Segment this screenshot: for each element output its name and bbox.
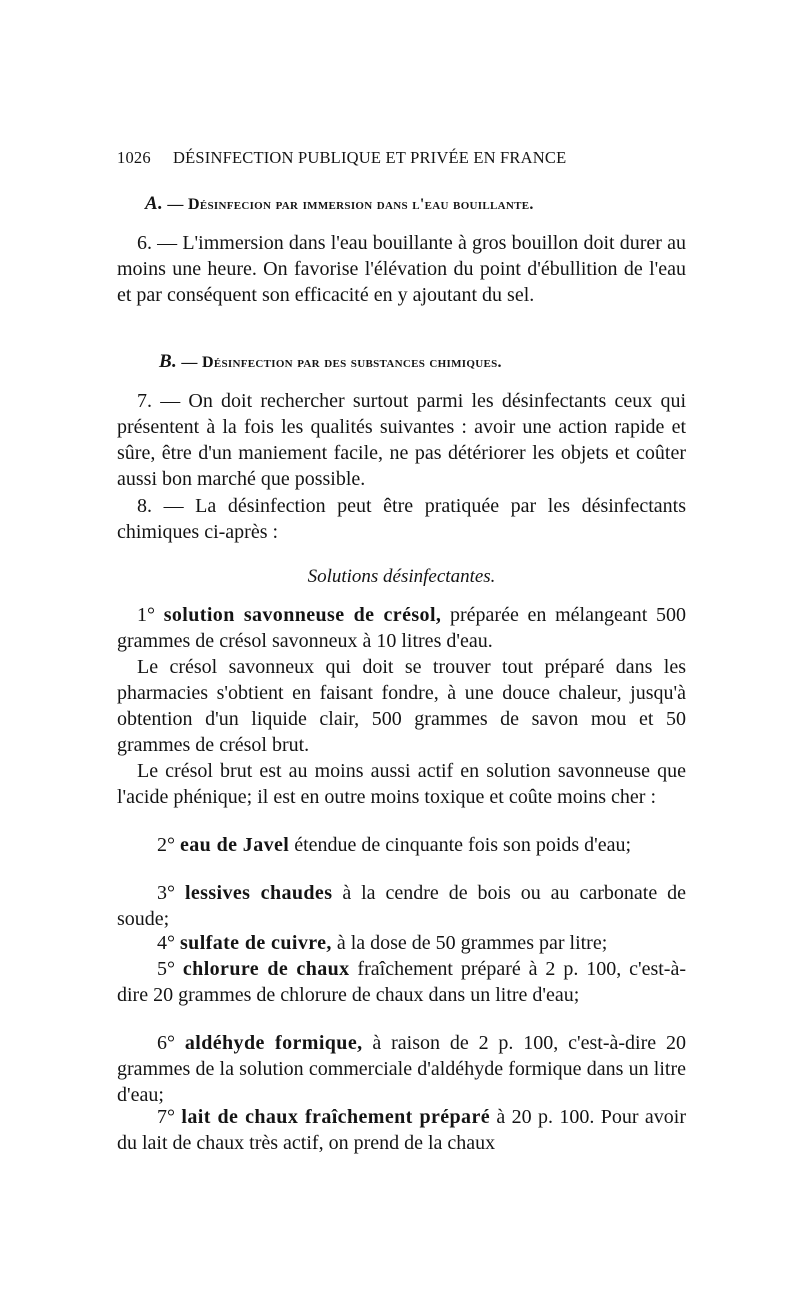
solutions-subheading: Solutions désinfectantes.: [307, 566, 496, 587]
item-1-term: solution savonneuse de crésol,: [163, 604, 442, 626]
list-item-6: [117, 1030, 686, 1108]
item-1-number: 1°: [137, 604, 155, 626]
item-6-term: aldéhyde formique,: [184, 1032, 363, 1054]
item-3-text: à la cendre de bois ou au carbonate de soude;: [117, 882, 687, 930]
item-6-text: à raison de 2 p. 100, c'est-à-dire 20 grammes de la solution commerciale d'aldéhyde formique dans un litre d'eau;: [117, 1032, 687, 1106]
cresol-note-paragraph: Le crésol brut est au moins aussi actif en solution savonneuse que l'acide phénique; il est en outre moins toxique et coûte moins cher :: [117, 760, 686, 808]
running-header: [117, 148, 686, 168]
section-b-dash: —: [181, 354, 198, 371]
item-3-number: 3°: [157, 882, 175, 904]
list-item-1: [117, 602, 686, 654]
section-a-dash: —: [167, 196, 184, 213]
paragraph-6: 6. — L'immersion dans l'eau bouillante à gros bouillon doit durer au moins une heure. On favorise l'élévation du point d'ébullition de l'eau et par conséquent son efficacité en y ajoutant du sel.: [117, 232, 686, 306]
list-item-7: [117, 1104, 686, 1156]
list-item-3: [117, 880, 686, 932]
page-number: 1026: [117, 148, 151, 167]
running-title: DÉSINFECTION PUBLIQUE ET PRIVÉE EN FRANCE: [173, 148, 567, 167]
item-4-number: 4°: [157, 932, 175, 954]
item-3-term: lessives chaudes: [184, 882, 333, 904]
section-a-letter: A.: [145, 193, 164, 214]
list-item-5: [117, 956, 686, 1008]
item-4-text: à la dose de 50 grammes par litre;: [331, 932, 608, 954]
list-item-2: [117, 832, 686, 858]
list-item-4: [117, 930, 686, 956]
section-b-letter: B.: [159, 351, 178, 372]
item-1-text: préparée en mélangeant 500 grammes de crésol savonneux à 10 litres d'eau.: [117, 604, 686, 652]
item-2-text: étendue de cinquante fois son poids d'eau;: [289, 834, 632, 856]
section-a-title: Désinfecion par immersion dans l'eau bouillante.: [187, 196, 534, 213]
item-5-number: 5°: [157, 958, 175, 980]
section-b-title: Désinfection par des substances chimiques.: [201, 354, 502, 371]
item-4-term: sulfate de cuivre,: [180, 932, 332, 954]
item-2-number: 2°: [157, 834, 175, 856]
paragraph-8: 8. — La désinfection peut être pratiquée par les désinfectants chimiques ci-après :: [117, 495, 686, 543]
section-a-heading: [145, 193, 714, 215]
item-7-number: 7°: [157, 1106, 175, 1128]
item-6-number: 6°: [157, 1032, 175, 1054]
item-7-term: lait de chaux fraîchement préparé: [181, 1106, 490, 1128]
item-5-text: fraîchement préparé à 2 p. 100, c'est-à-dire 20 grammes de chlorure de chaux dans un litre d'eau;: [117, 958, 686, 1006]
item-5-term: chlorure de chaux: [182, 958, 350, 980]
paragraph-7: 7. — On doit rechercher surtout parmi les désinfectants ceux qui présentent à la fois les qualités suivantes : avoir une action rapide et sûre, être d'un maniement facile, ne pas détériorer les objets et coûter aussi bon marché que possible.: [117, 390, 686, 490]
item-2-term: eau de Javel: [180, 834, 290, 856]
item-7-text: à 20 p. 100. Pour avoir du lait de chaux très actif, on prend de la chaux: [117, 1106, 686, 1154]
section-b-heading: [159, 351, 728, 373]
cresol-preparation-paragraph: Le crésol savonneux qui doit se trouver tout préparé dans les pharmacies s'obtient en faisant fondre, à une douce chaleur, jusqu'à obtention d'un liquide clair, 500 grammes de savon mou et 50 grammes de crésol brut.: [117, 656, 686, 756]
